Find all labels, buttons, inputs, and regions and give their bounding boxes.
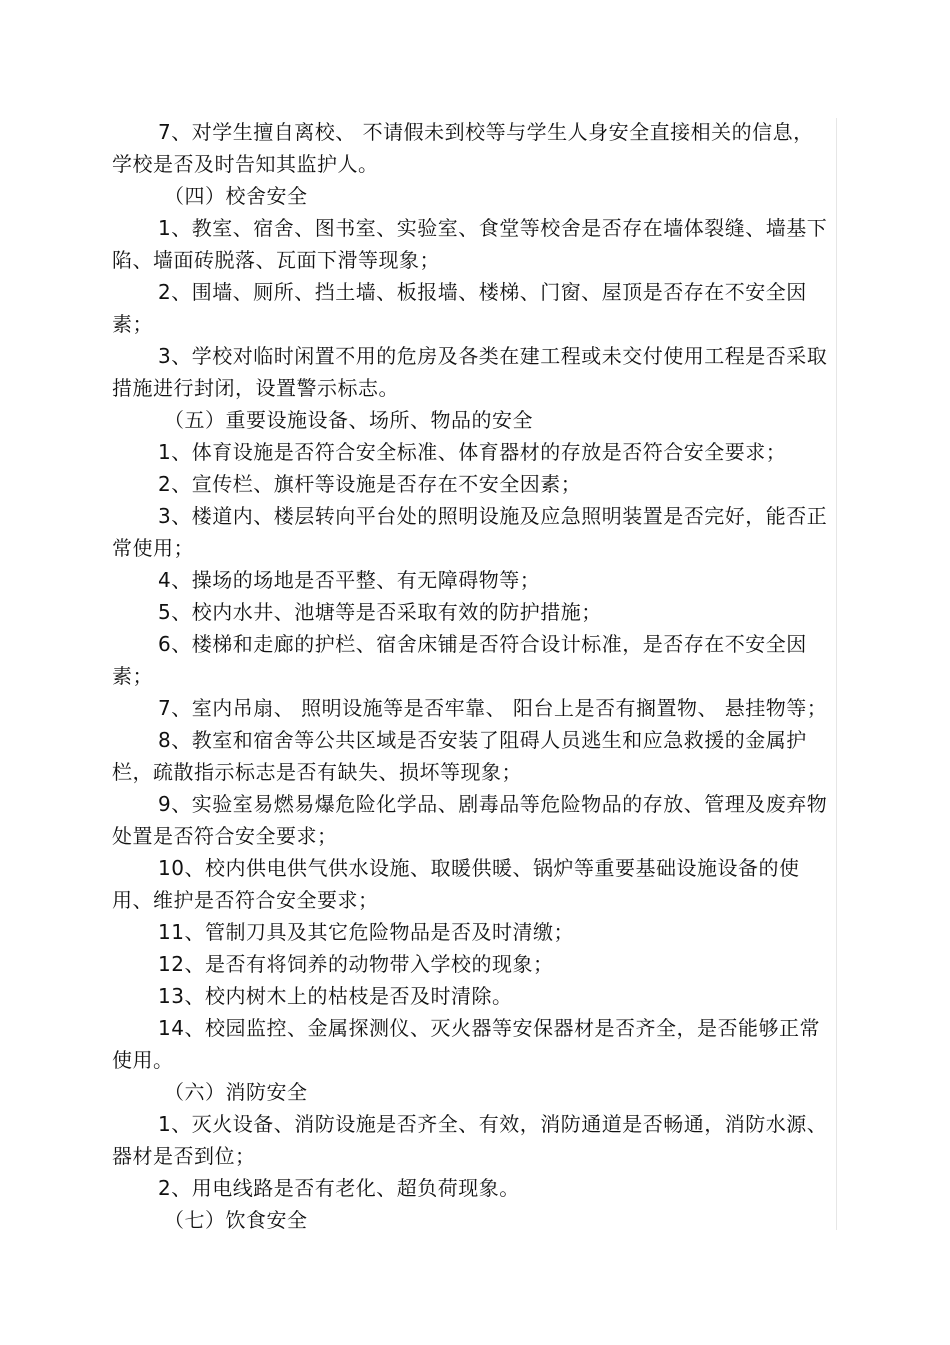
- paragraph: 1、灭火设备、消防设施是否齐全、有效，消防通道是否畅通，消防水源、器材是否到位；: [112, 1112, 828, 1168]
- paragraph: 5、校内水井、池塘等是否采取有效的防护措施；: [158, 600, 602, 624]
- section-heading: （七）饮食安全: [164, 1208, 308, 1232]
- paragraph: 1、体育设施是否符合安全标准、体育器材的存放是否符合安全要求；: [158, 440, 787, 464]
- paragraph: 2、围墙、厕所、挡土墙、板报墙、楼梯、门窗、屋顶是否存在不安全因素；: [112, 280, 807, 336]
- paragraph: 6、楼梯和走廊的护栏、宿舍床铺是否符合设计标准，是否存在不安全因素；: [112, 632, 807, 688]
- paragraph: 3、学校对临时闲置不用的危房及各类在建工程或未交付使用工程是否采取措施进行封闭，设置警示标志。: [112, 344, 828, 400]
- section-heading: （六）消防安全: [164, 1080, 308, 1104]
- paragraph: 2、用电线路是否有老化、超负荷现象。: [158, 1176, 520, 1200]
- paragraph: 11、管制刀具及其它危险物品是否及时清缴；: [158, 920, 574, 944]
- section-heading: （五）重要设施设备、场所、物品的安全: [164, 408, 533, 432]
- document-body: [112, 116, 832, 1236]
- paragraph: 7、对学生擅自离校、 不请假未到校等与学生人身安全直接相关的信息，学校是否及时告知其监护人。: [112, 120, 814, 176]
- paragraph: 8、教室和宿舍等公共区域是否安装了阻碍人员逃生和应急救援的金属护栏，疏散指示标志是否有缺失、损坏等现象；: [112, 728, 807, 784]
- paragraph: 9、实验室易燃易爆危险化学品、剧毒品等危险物品的存放、管理及废弃物处置是否符合安全要求；: [112, 792, 828, 848]
- paragraph: 2、宣传栏、旗杆等设施是否存在不安全因素；: [158, 472, 582, 496]
- paragraph: 4、操场的场地是否平整、有无障碍物等；: [158, 568, 541, 592]
- paragraph: 10、校内供电供气供水设施、取暖供暖、锅炉等重要基础设施设备的使用、维护是否符合安全要求；: [112, 856, 800, 912]
- section-heading: （四）校舍安全: [164, 184, 308, 208]
- paragraph: 14、校园监控、金属探测仪、灭火器等安保器材是否齐全，是否能够正常使用。: [112, 1016, 820, 1072]
- paragraph: 3、楼道内、楼层转向平台处的照明设施及应急照明装置是否完好，能否正常使用；: [112, 504, 828, 560]
- paragraph: 12、是否有将饲养的动物带入学校的现象；: [158, 952, 554, 976]
- page-edge-line: [836, 118, 837, 1230]
- paragraph: 13、校内树木上的枯枝是否及时清除。: [158, 984, 513, 1008]
- paragraph: 1、教室、宿舍、图书室、实验室、食堂等校舍是否存在墙体裂缝、墙基下陷、墙面砖脱落、瓦面下滑等现象；: [112, 216, 828, 272]
- paragraph: 7、室内吊扇、 照明设施等是否牢靠、 阳台上是否有搁置物、 悬挂物等；: [158, 696, 828, 720]
